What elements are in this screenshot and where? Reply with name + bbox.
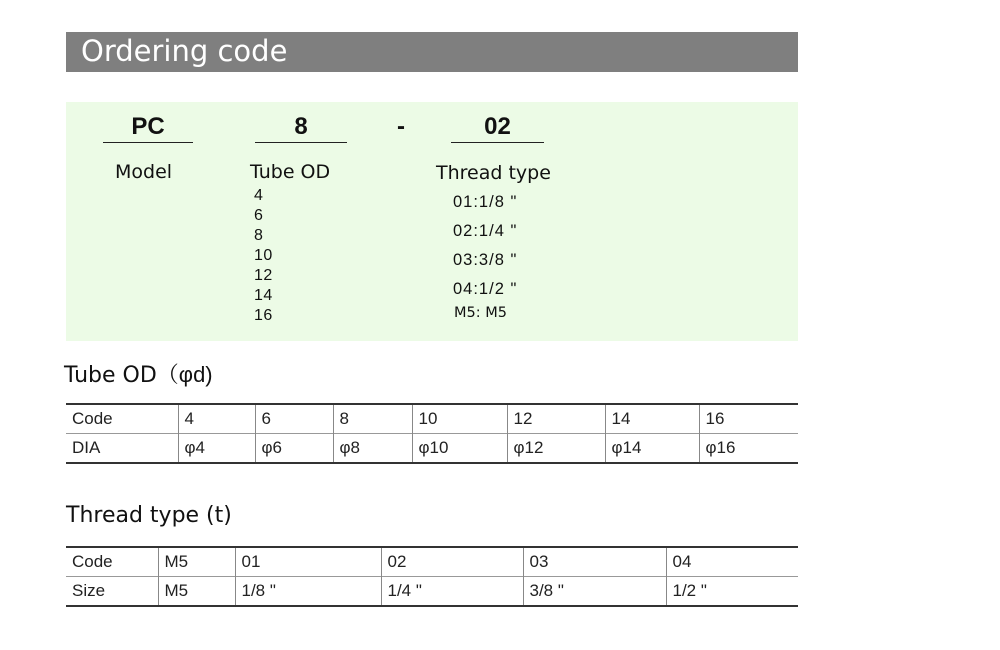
table-cell: M5 <box>158 577 235 607</box>
tube-od-code-segment: 8 <box>294 113 308 140</box>
thread-code-underline <box>451 142 544 143</box>
table-cell: 02 <box>381 547 523 577</box>
table-cell: 14 <box>605 404 699 434</box>
thread-code-segment: 02 <box>484 113 511 140</box>
list-item: 8 <box>254 227 264 244</box>
tube-od-code-underline <box>255 142 347 143</box>
table-cell: φ8 <box>333 434 412 464</box>
table-cell: φ6 <box>255 434 333 464</box>
table-cell: 12 <box>507 404 605 434</box>
table-cell: DIA <box>66 434 178 464</box>
list-item: 12 <box>254 267 273 284</box>
table-cell: φ10 <box>412 434 507 464</box>
page-title: Ordering code <box>81 34 288 68</box>
code-separator-dash: - <box>397 113 405 140</box>
list-item: 04:1/2 " <box>453 280 518 298</box>
table-cell: Code <box>72 409 113 428</box>
table-cell: M5 <box>158 547 235 577</box>
table-cell: 03 <box>523 547 666 577</box>
table-cell: 4 <box>178 404 255 434</box>
tube-od-label: Tube OD <box>250 161 331 183</box>
thread-type-section-title: Thread type (t) <box>66 503 232 528</box>
table-cell: 8 <box>333 404 412 434</box>
table-cell: 6 <box>255 404 333 434</box>
table-cell: 01 <box>235 547 381 577</box>
tube-od-section-title-suffix: （φd) <box>156 362 213 387</box>
table-row <box>66 547 798 577</box>
table-cell: 1/2 " <box>666 577 798 607</box>
tube-od-table <box>66 403 798 464</box>
tube-od-options-list <box>254 186 273 326</box>
list-item: 02:1/4 " <box>453 222 518 240</box>
table-cell: φ14 <box>605 434 699 464</box>
table-cell: 10 <box>412 404 507 434</box>
table-row <box>66 434 798 464</box>
thread-type-label: Thread type <box>436 162 551 184</box>
table-cell: 1/4 " <box>381 577 523 607</box>
model-code-segment: PC <box>131 113 165 140</box>
list-item: 01:1/8 " <box>453 193 518 211</box>
table-row <box>66 577 798 607</box>
table-row <box>66 404 798 434</box>
table-cell: φ12 <box>507 434 605 464</box>
table-cell: 1/8 " <box>235 577 381 607</box>
table-cell: 3/8 " <box>523 577 666 607</box>
thread-extra-option: M5: M5 <box>454 305 507 321</box>
section-header-ordering-code <box>66 32 798 72</box>
table-cell: Size <box>66 577 158 607</box>
table-cell: Code <box>72 552 113 571</box>
thread-type-table <box>66 546 798 607</box>
list-item: 14 <box>254 287 273 304</box>
table-cell: φ16 <box>699 434 798 464</box>
list-item: 6 <box>254 207 264 224</box>
table-cell: φ4 <box>178 434 255 464</box>
thread-options-list <box>453 188 517 304</box>
list-item: 10 <box>254 247 273 264</box>
list-item: 4 <box>254 187 264 204</box>
tube-od-section-title-text: Tube OD <box>64 363 157 388</box>
table-cell: 04 <box>666 547 798 577</box>
model-code-underline <box>103 142 193 143</box>
list-item: 03:3/8 " <box>453 251 518 269</box>
model-label: Model <box>115 161 173 183</box>
tube-od-section-title <box>64 362 213 389</box>
list-item: 16 <box>254 307 273 324</box>
table-cell: 16 <box>699 404 798 434</box>
